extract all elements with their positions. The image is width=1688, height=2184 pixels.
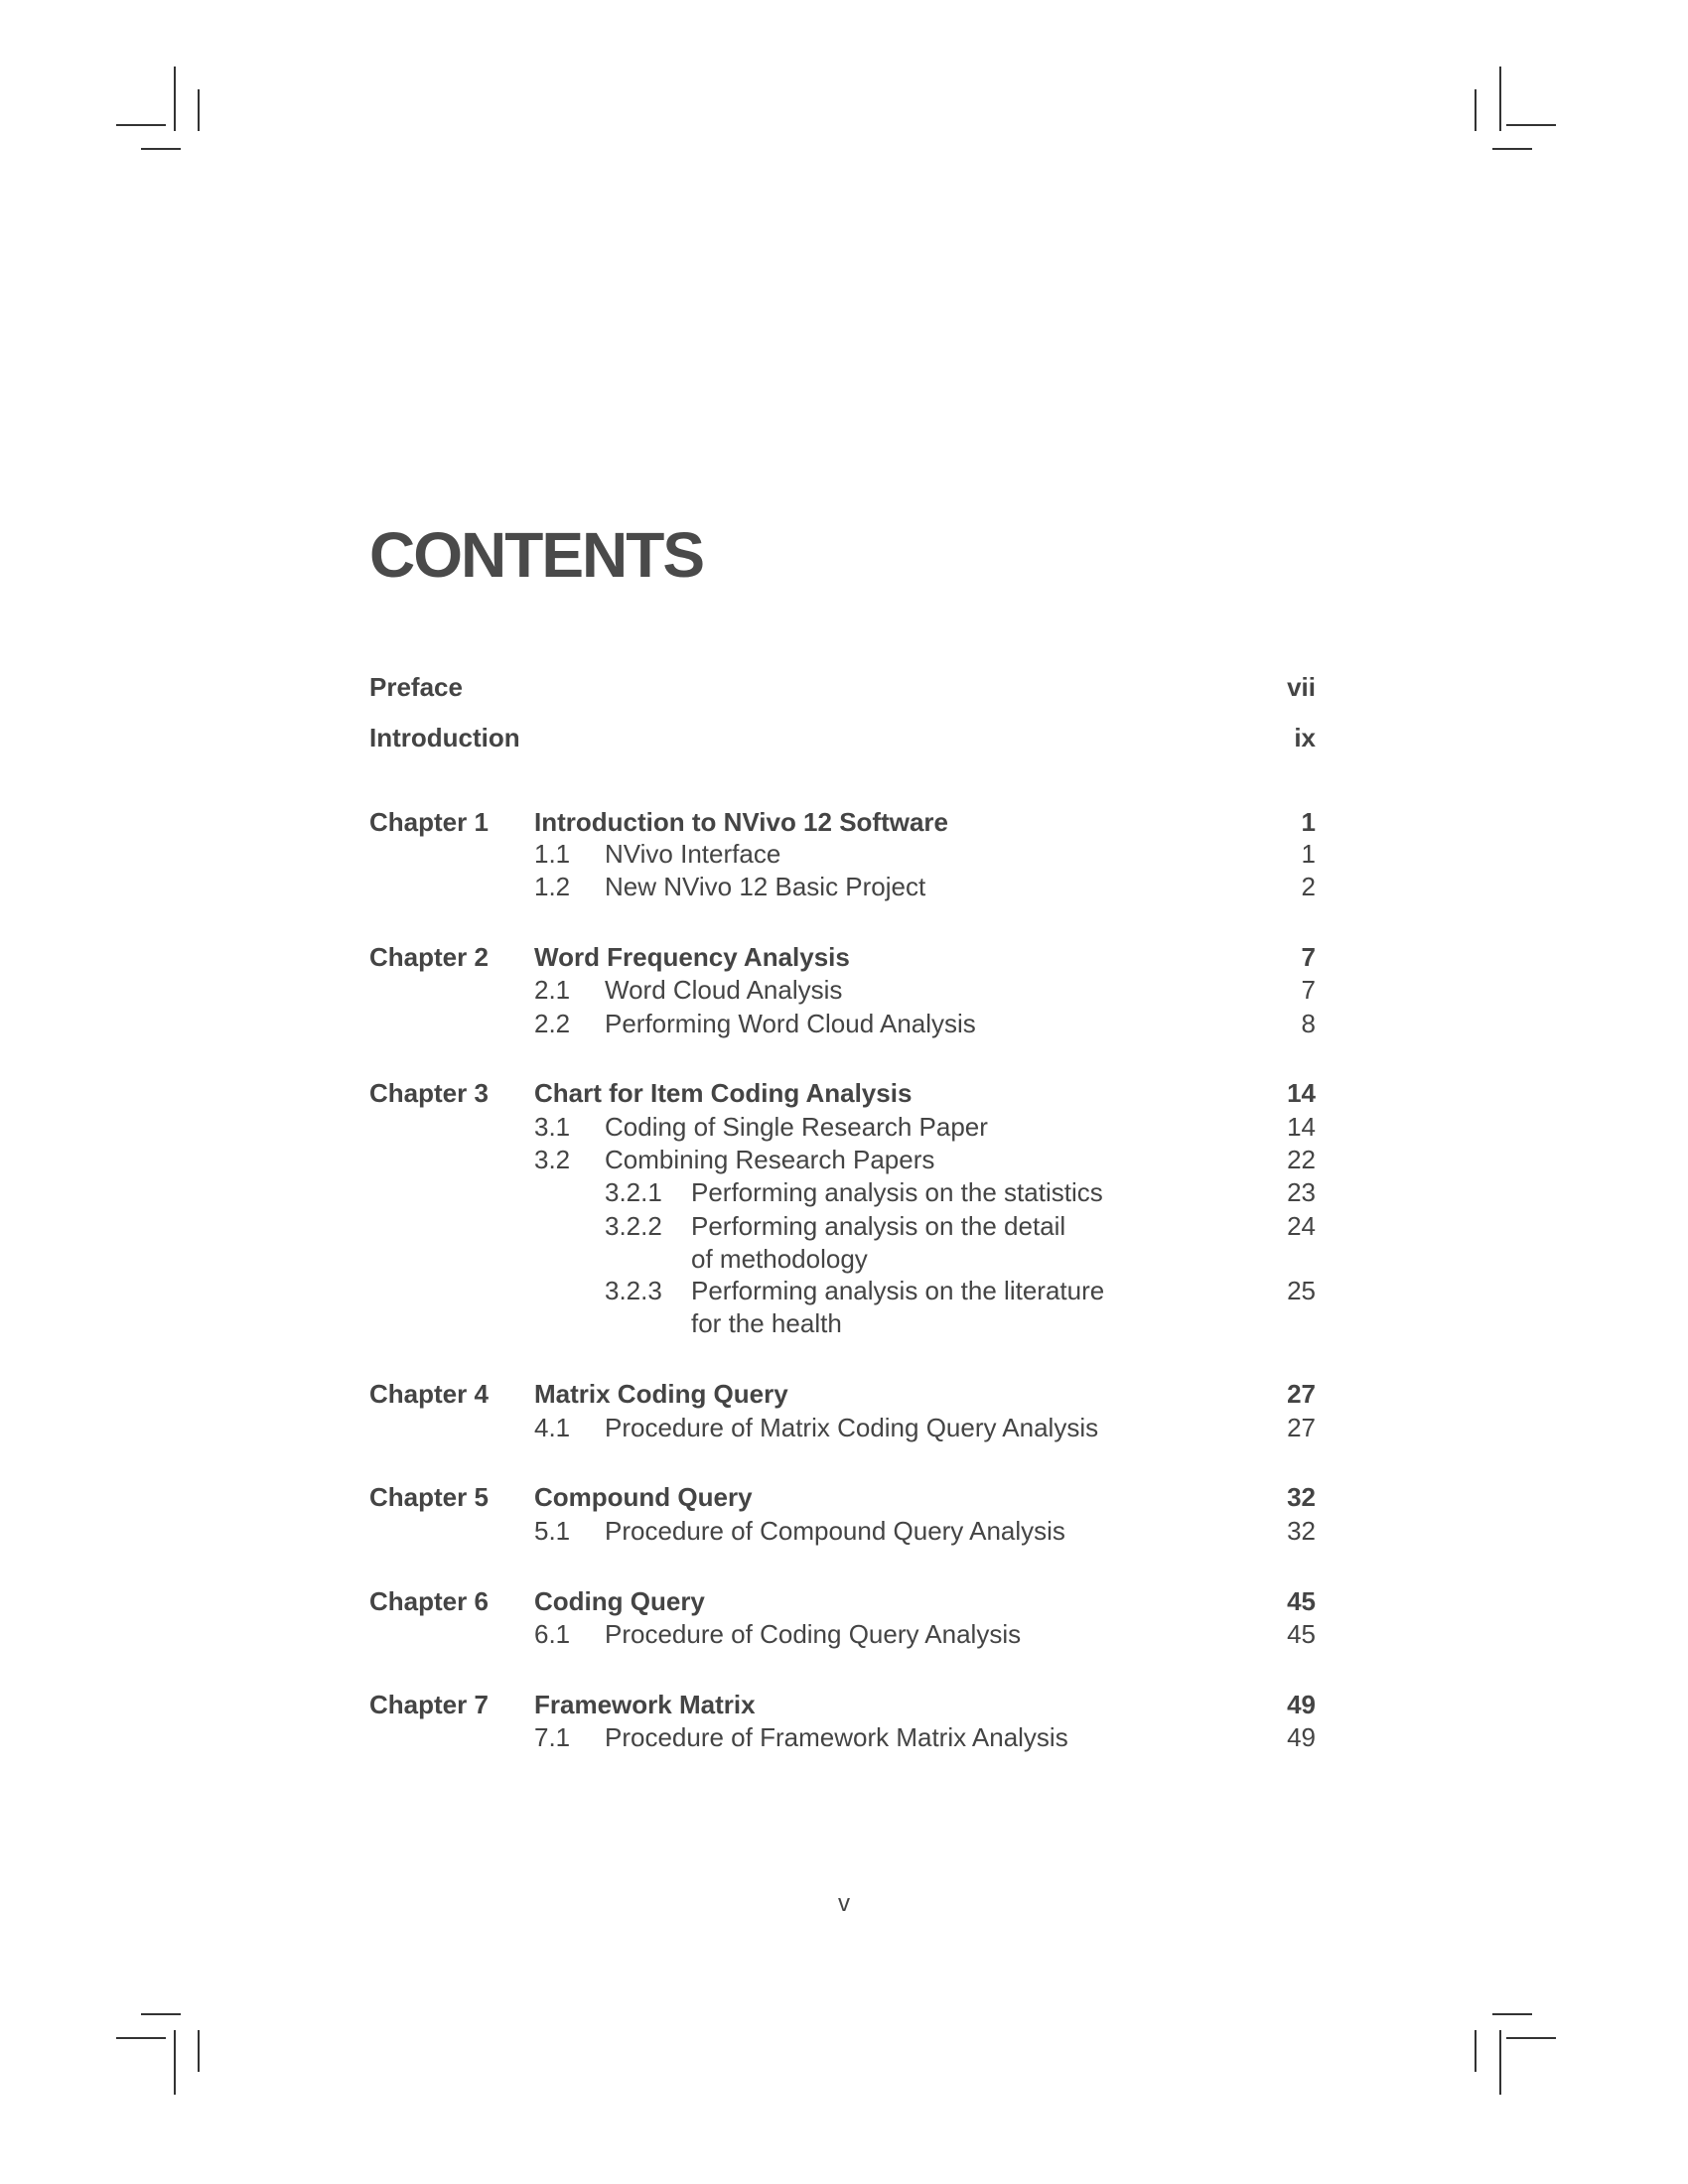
- chapter-label: Chapter 7: [369, 1690, 489, 1719]
- section-number: 4.1: [534, 1413, 571, 1442]
- chapter-page: 7: [1301, 942, 1316, 972]
- page-number: v: [838, 1890, 850, 1917]
- section-page: 8: [1301, 1009, 1316, 1038]
- subsection-page: 23: [1287, 1177, 1316, 1207]
- section-number: 3.1: [534, 1112, 571, 1142]
- section-title: Coding of Single Research Paper: [605, 1112, 988, 1142]
- section-number: 1.1: [534, 839, 571, 869]
- subsection-title-continued: of methodology: [691, 1244, 868, 1274]
- toc-section[interactable]: [0, 1514, 1688, 1548]
- section-title: New NVivo 12 Basic Project: [605, 872, 926, 901]
- toc-subsection[interactable]: [0, 1209, 1688, 1243]
- chapter-page: 49: [1287, 1690, 1316, 1719]
- section-title: Performing Word Cloud Analysis: [605, 1009, 976, 1038]
- toc-section[interactable]: [0, 1110, 1688, 1144]
- toc-subsection-continuation: [0, 1306, 1688, 1340]
- section-title: NVivo Interface: [605, 839, 781, 869]
- chapter-label: Chapter 4: [369, 1379, 489, 1409]
- chapter-title: Chart for Item Coding Analysis: [534, 1078, 913, 1108]
- toc-section[interactable]: [0, 1007, 1688, 1040]
- toc-chapter-6[interactable]: [0, 1584, 1688, 1618]
- chapter-title: Matrix Coding Query: [534, 1379, 788, 1409]
- toc-subsection-continuation: [0, 1242, 1688, 1276]
- chapter-title: Coding Query: [534, 1586, 705, 1616]
- section-page: 14: [1287, 1112, 1316, 1142]
- subsection-page: 24: [1287, 1211, 1316, 1241]
- entry-label: Introduction: [369, 723, 520, 752]
- toc-section[interactable]: [0, 837, 1688, 871]
- toc-section[interactable]: [0, 1411, 1688, 1444]
- subsection-page: 25: [1287, 1276, 1316, 1305]
- section-number: 6.1: [534, 1619, 571, 1649]
- chapter-label: Chapter 5: [369, 1482, 489, 1512]
- toc-section[interactable]: [0, 1720, 1688, 1754]
- section-page: 2: [1301, 872, 1316, 901]
- entry-page: ix: [1294, 723, 1316, 752]
- section-title: Procedure of Coding Query Analysis: [605, 1619, 1022, 1649]
- chapter-page: 32: [1287, 1482, 1316, 1512]
- section-number: 7.1: [534, 1722, 571, 1752]
- section-page: 1: [1301, 839, 1316, 869]
- toc-chapter-7[interactable]: [0, 1688, 1688, 1721]
- subsection-number: 3.2.3: [605, 1276, 662, 1305]
- chapter-page: 14: [1287, 1078, 1316, 1108]
- section-page: 45: [1287, 1619, 1316, 1649]
- subsection-title: Performing analysis on the literature: [691, 1276, 1105, 1305]
- chapter-label: Chapter 2: [369, 942, 489, 972]
- toc-entry-introduction[interactable]: [0, 721, 1688, 754]
- entry-label: Preface: [369, 672, 463, 702]
- subsection-title: Performing analysis on the detail: [691, 1211, 1066, 1241]
- chapter-title: Introduction to NVivo 12 Software: [534, 807, 949, 837]
- section-page: 27: [1287, 1413, 1316, 1442]
- toc-subsection[interactable]: [0, 1274, 1688, 1307]
- toc-chapter-1[interactable]: [0, 805, 1688, 839]
- chapter-title: Word Frequency Analysis: [534, 942, 850, 972]
- toc-subsection[interactable]: [0, 1175, 1688, 1209]
- toc-section[interactable]: [0, 870, 1688, 903]
- section-title: Word Cloud Analysis: [605, 975, 843, 1005]
- subsection-number: 3.2.1: [605, 1177, 662, 1207]
- toc-chapter-5[interactable]: [0, 1480, 1688, 1514]
- section-title: Procedure of Framework Matrix Analysis: [605, 1722, 1068, 1752]
- toc-section[interactable]: [0, 1617, 1688, 1651]
- toc-chapter-2[interactable]: [0, 940, 1688, 974]
- subsection-number: 3.2.2: [605, 1211, 662, 1241]
- chapter-title: Framework Matrix: [534, 1690, 756, 1719]
- section-number: 1.2: [534, 872, 571, 901]
- toc-section[interactable]: [0, 973, 1688, 1007]
- section-title: Combining Research Papers: [605, 1145, 935, 1174]
- chapter-page: 27: [1287, 1379, 1316, 1409]
- section-page: 32: [1287, 1516, 1316, 1546]
- subsection-title-continued: for the health: [691, 1308, 842, 1338]
- section-title: Procedure of Compound Query Analysis: [605, 1516, 1065, 1546]
- subsection-title: Performing analysis on the statistics: [691, 1177, 1103, 1207]
- section-number: 5.1: [534, 1516, 571, 1546]
- chapter-page: 1: [1301, 807, 1316, 837]
- section-number: 2.1: [534, 975, 571, 1005]
- toc-entry-preface[interactable]: [0, 670, 1688, 704]
- section-page: 7: [1301, 975, 1316, 1005]
- page-title: CONTENTS: [369, 519, 703, 591]
- section-number: 2.2: [534, 1009, 571, 1038]
- section-title: Procedure of Matrix Coding Query Analysis: [605, 1413, 1099, 1442]
- chapter-page: 45: [1287, 1586, 1316, 1616]
- section-number: 3.2: [534, 1145, 571, 1174]
- chapter-label: Chapter 3: [369, 1078, 489, 1108]
- entry-page: vii: [1287, 672, 1316, 702]
- toc-section[interactable]: [0, 1143, 1688, 1176]
- chapter-label: Chapter 6: [369, 1586, 489, 1616]
- chapter-label: Chapter 1: [369, 807, 489, 837]
- section-page: 49: [1287, 1722, 1316, 1752]
- toc-chapter-3[interactable]: [0, 1076, 1688, 1110]
- toc-chapter-4[interactable]: [0, 1377, 1688, 1411]
- chapter-title: Compound Query: [534, 1482, 753, 1512]
- section-page: 22: [1287, 1145, 1316, 1174]
